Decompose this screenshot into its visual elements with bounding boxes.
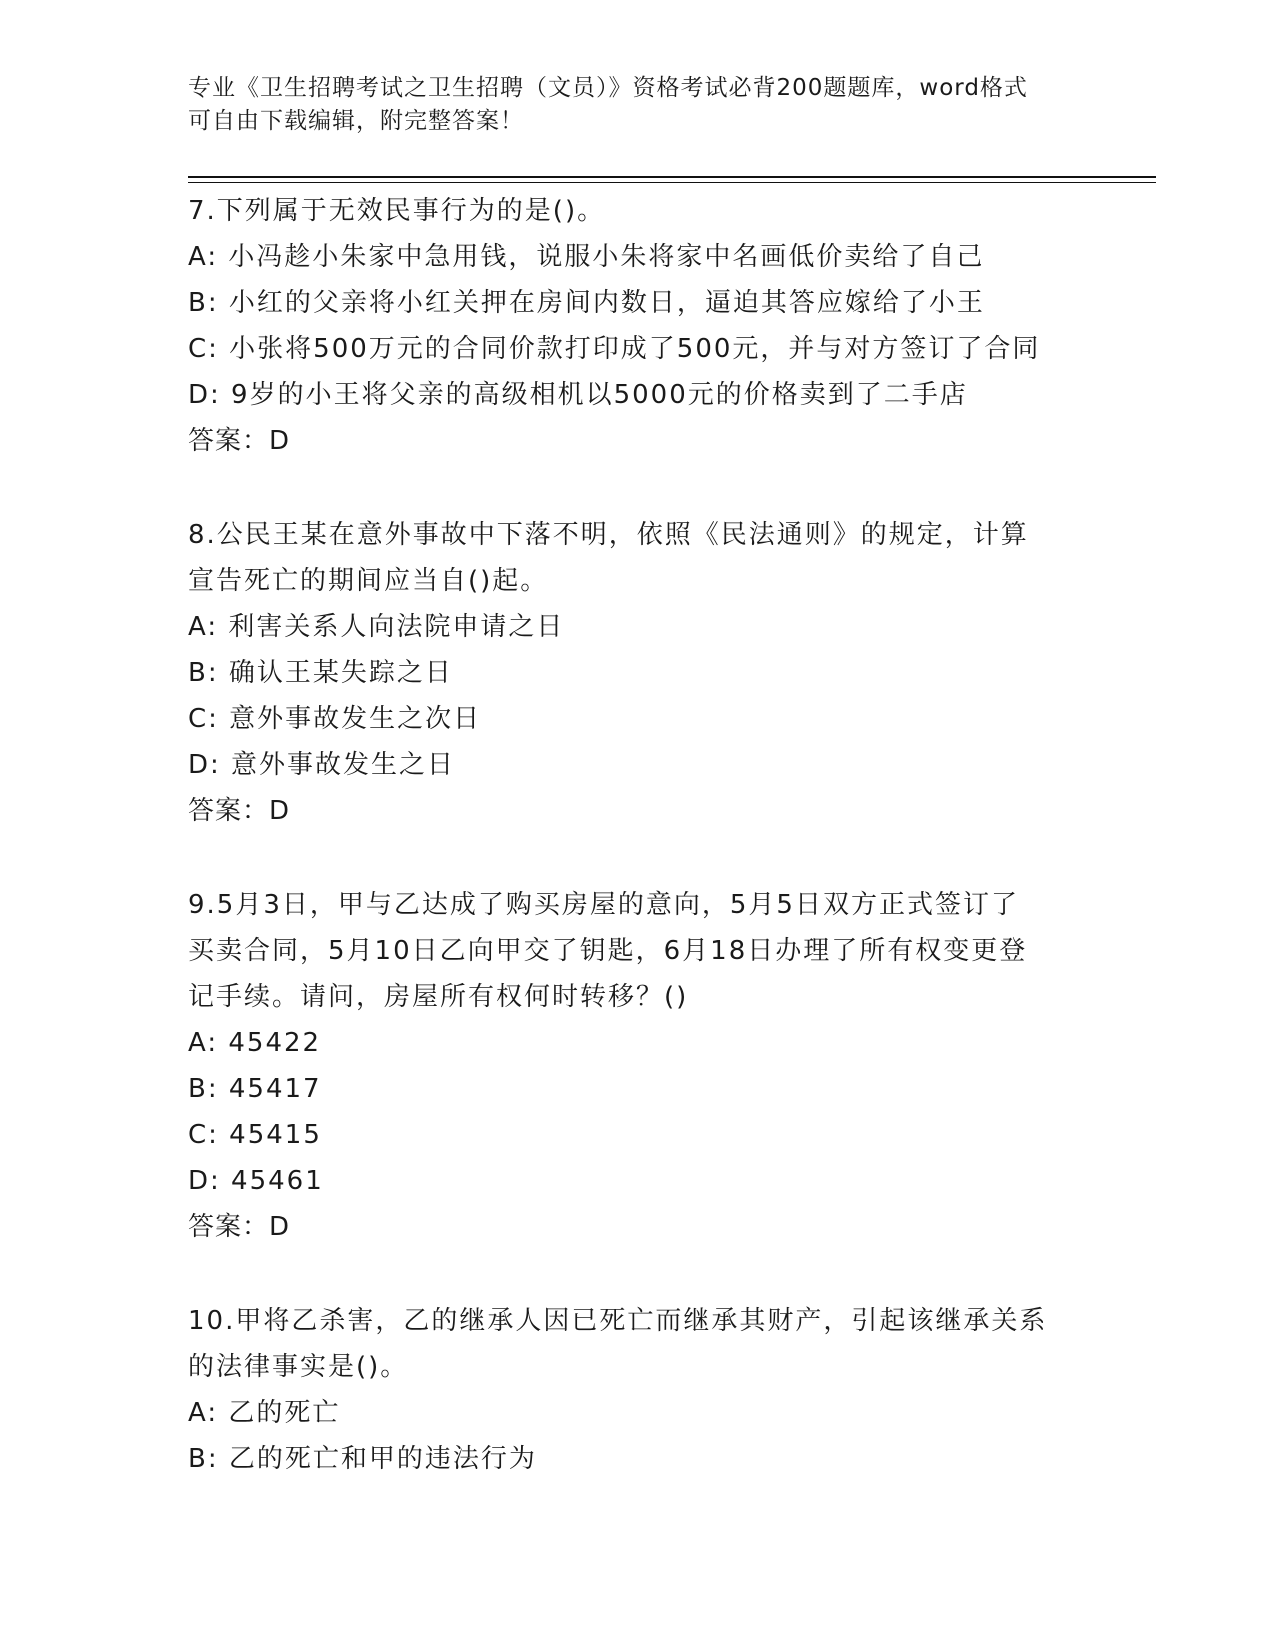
question-8 [188,512,1088,834]
question-stem: 7.下列属于无效民事行为的是()。 [188,196,606,226]
question-spacer [188,834,1088,882]
answer-line: 答案：D [188,1212,291,1242]
header-divider-thick [188,176,1156,178]
question-9 [188,882,1088,1250]
option-a: A: 45422 [188,1028,322,1058]
question-stem: 的法律事实是()。 [188,1352,409,1382]
question-stem: 宣告死亡的期间应当自()起。 [188,566,549,596]
option-d: D: 意外事故发生之日 [188,750,456,780]
question-spacer [188,1250,1088,1298]
question-7 [188,188,1088,464]
header-divider-thin [188,182,1156,183]
question-stem: 记手续。请问，房屋所有权何时转移？() [188,982,689,1012]
answer-line: 答案：D [188,426,291,456]
option-c: C: 意外事故发生之次日 [188,704,482,734]
header-title-line-1: 专业《卫生招聘考试之卫生招聘（文员）》资格考试必背200题题库，word格式 [188,75,1028,101]
option-a: A: 小冯趁小朱家中急用钱，说服小朱将家中名画低价卖给了自己 [188,242,985,272]
question-stem: 买卖合同，5月10日乙向甲交了钥匙，6月18日办理了所有权变更登 [188,936,1028,966]
option-b: B: 45417 [188,1074,322,1104]
option-d: D: 45461 [188,1166,324,1196]
question-stem: 10.甲将乙杀害，乙的继承人因已死亡而继承其财产，引起该继承关系 [188,1306,1048,1336]
question-10 [188,1298,1088,1482]
header-title-line-2: 可自由下载编辑，附完整答案！ [188,108,524,134]
option-a: A: 乙的死亡 [188,1398,341,1428]
option-b: B: 小红的父亲将小红关押在房间内数日，逼迫其答应嫁给了小王 [188,288,985,318]
answer-line: 答案：D [188,796,291,826]
option-b: B: 乙的死亡和甲的违法行为 [188,1444,537,1474]
option-a: A: 利害关系人向法院申请之日 [188,612,565,642]
option-b: B: 确认王某失踪之日 [188,658,453,688]
question-stem: 9.5月3日，甲与乙达成了购买房屋的意向，5月5日双方正式签订了 [188,890,1019,920]
question-spacer [188,464,1088,512]
question-stem: 8.公民王某在意外事故中下落不明，依照《民法通则》的规定，计算 [188,520,1029,550]
option-c: C: 45415 [188,1120,322,1150]
question-list [188,188,1088,1482]
document-header [188,72,1068,138]
option-d: D: 9岁的小王将父亲的高级相机以5000元的价格卖到了二手店 [188,380,968,410]
option-c: C: 小张将500万元的合同价款打印成了500元，并与对方签订了合同 [188,334,1041,364]
